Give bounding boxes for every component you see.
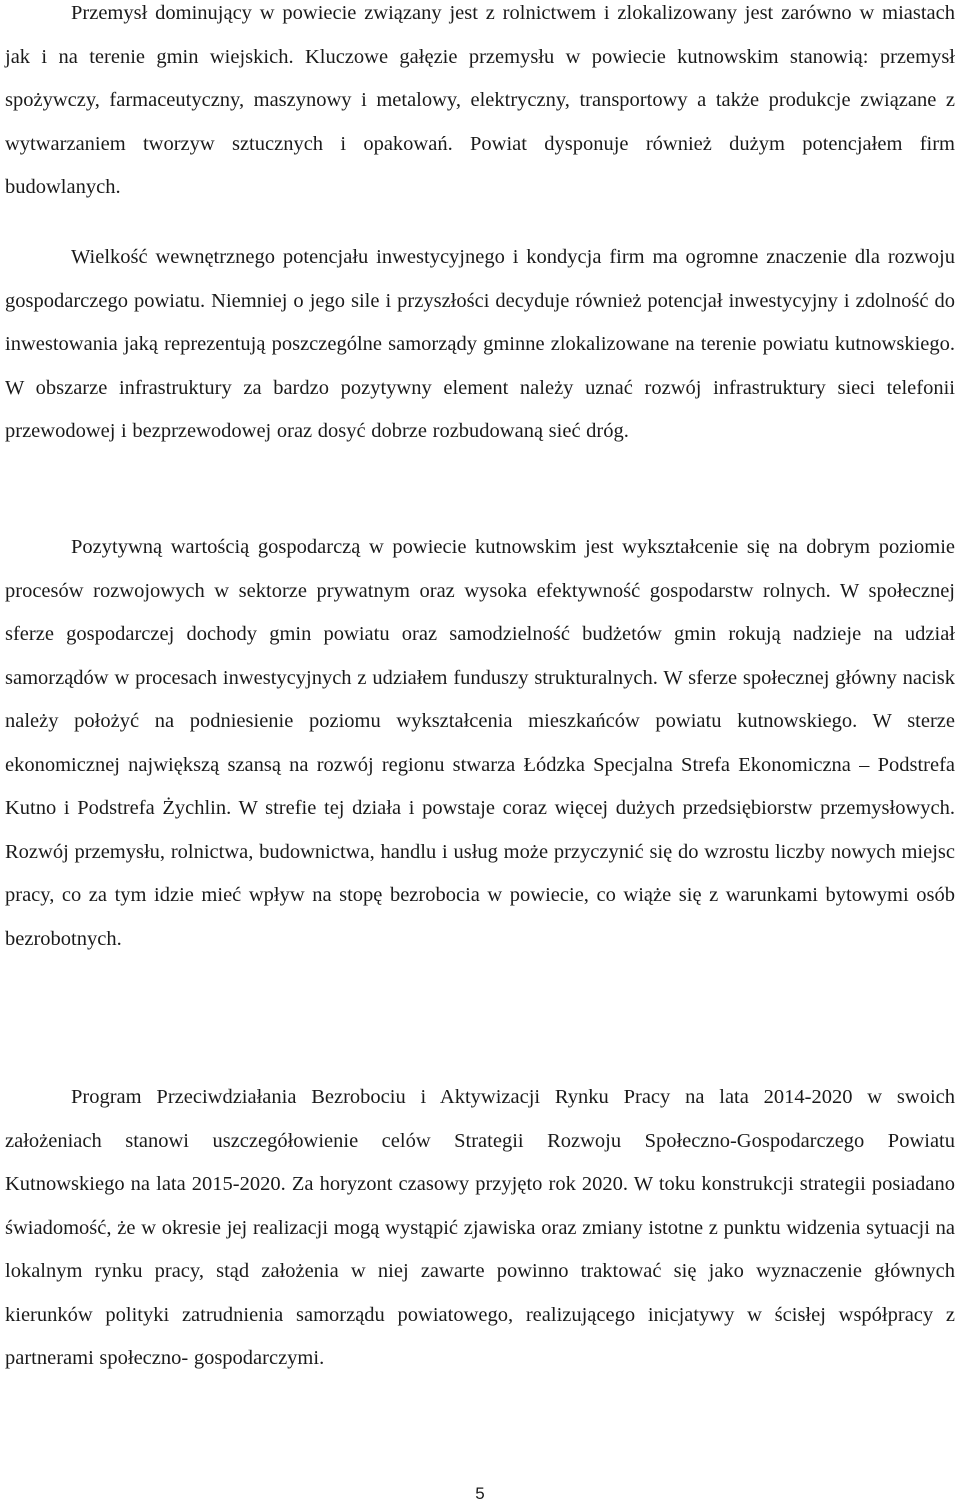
paragraph-investment-potential: Wielkość wewnętrznego potencjału inwestycyjnego i kondycja firm ma ogromne znaczenie dla rozwoju gospodarczego powiatu. Niemniej o jego sile i przyszłości decyduje również potencjał inwestycyjny i zdolność do inwestowania jaką reprezentują poszczególne samorządy gminne zlokalizowane na terenie powiatu kutnowskiego. W obszarze infrastruktury za bardzo pozytywny element należy uznać rozwój infrastruktury sieci telefonii przewodowej i bezprzewodowej oraz dosyć dobrze rozbudowaną sieć dróg. xyxy=(5,246,955,442)
paragraph-industry: Przemysł dominujący w powiecie związany jest z rolnictwem i zlokalizowany jest zarówno w miastach jak i na terenie gmin wiejskich. Kluczowe gałęzie przemysłu w powiecie kutnowskim stanowią: przemysł spożywczy, farmaceutyczny, maszynowy i metalowy, elektryczny, transportowy a także produkcje związane z wytwarzaniem tworzyw sztucznych i opakowań. Powiat dysponuje również dużym potencjałem firm budowlanych. xyxy=(5,2,955,198)
paragraph-unemployment-program: Program Przeciwdziałania Bezrobociu i Aktywizacji Rynku Pracy na lata 2014-2020 w swoich założeniach stanowi uszczegółowienie celów Strategii Rozwoju Społeczno-Gospodarczego Powiatu Kutnowskiego na lata 2015-2020. Za horyzont czasowy przyjęto rok 2020. W toku konstrukcji strategii posiadano świadomość, że w okresie jej realizacji mogą wystąpić zjawiska oraz zmiany istotne z punktu widzenia sytuacji na lokalnym rynku pracy, stąd założenia w niej zawarte powinno traktować się jako wyznaczenie głównych kierunków polityki zatrudnienia samorządu powiatowego, realizującego inicjatywy w ścisłej współpracy z partnerami społeczno- gospodarczymi. xyxy=(5,1086,955,1369)
page-number: 5 xyxy=(475,1484,485,1503)
paragraph-economic-value: Pozytywną wartością gospodarczą w powiecie kutnowskim jest wykształcenie się na dobrym poziomie procesów rozwojowych w sektorze prywatnym oraz wysoka efektywność gospodarstw rolnych. W społecznej sferze gospodarczej dochody gmin powiatu oraz samodzielność budżetów gmin rokują nadzieje na udział samorządów w procesach inwestycyjnych z udziałem funduszy strukturalnych. W sferze społecznej główny nacisk należy położyć na podniesienie poziomu wykształcenia mieszkańców powiatu kutnowskiego. W sterze ekonomicznej największą szansą na rozwój regionu stwarza Łódzka Specjalna Strefa Ekonomiczna – Podstrefa Kutno i Podstrefa Żychlin. W strefie tej działa i powstaje coraz więcej dużych przedsiębiorstw przemysłowych. Rozwój przemysłu, rolnictwa, budownictwa, handlu i usług może przyczynić się do wzrostu liczby nowych miejsc pracy, co za tym idzie mieć wpływ na stopę bezrobocia w powiecie, co wiąże się z warunkami bytowymi osób bezrobotnych. xyxy=(5,536,955,950)
